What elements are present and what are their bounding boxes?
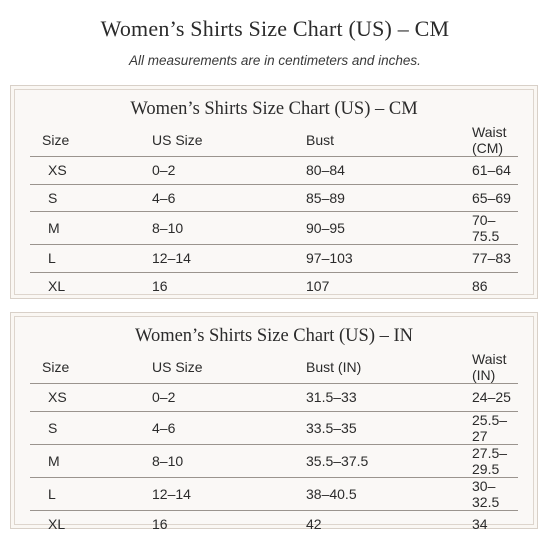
us-size-cell: 4–6 xyxy=(126,411,276,444)
table-row xyxy=(30,444,518,477)
table-row xyxy=(30,245,518,273)
us-size-cell: 8–10 xyxy=(126,212,276,245)
size-cell: L xyxy=(30,245,126,273)
size-cell: S xyxy=(30,184,126,212)
size-cell: XL xyxy=(48,277,66,294)
page-title: Women’s Shirts Size Chart (US) – CM xyxy=(100,16,450,41)
waist-cell: 77–83 xyxy=(438,245,518,273)
us-size-cell: 12–14 xyxy=(126,245,276,273)
waist-cell: 24–25 xyxy=(438,384,518,412)
bust-cell: 31.5–33 xyxy=(276,384,438,412)
table-row xyxy=(30,384,518,412)
size-cell: M xyxy=(30,444,126,477)
waist-cell: 34 xyxy=(472,515,488,532)
us-size-cell: 0–2 xyxy=(126,384,276,412)
table-row xyxy=(30,184,518,212)
bust-cell: 38–40.5 xyxy=(276,477,438,510)
column-header-bust: Bust (IN) xyxy=(276,351,438,384)
us-size-cell: 0–2 xyxy=(126,157,276,185)
size-cell: S xyxy=(30,411,126,444)
us-size-cell: 8–10 xyxy=(126,444,276,477)
waist-cell: 70–75.5 xyxy=(438,212,518,245)
size-chart-cm-frame xyxy=(14,89,534,295)
table-row xyxy=(30,411,518,444)
bust-cell: 80–84 xyxy=(276,157,438,185)
table-row xyxy=(30,157,518,185)
size-chart-cm-panel xyxy=(10,85,538,299)
size-cell: XS xyxy=(30,384,126,412)
column-header-waist: Waist (CM) xyxy=(438,124,518,157)
size-cell: XS xyxy=(30,157,126,185)
column-header-waist: Waist (IN) xyxy=(438,351,518,384)
bust-cell: 97–103 xyxy=(276,245,438,273)
size-chart-in-table xyxy=(30,351,518,537)
table-row xyxy=(30,510,518,537)
waist-cell: 65–69 xyxy=(438,184,518,212)
us-size-cell: 4–6 xyxy=(126,184,276,212)
column-header-bust: Bust xyxy=(276,124,438,157)
bust-cell: 90–95 xyxy=(276,212,438,245)
page-subtitle: All measurements are in centimeters and inches. xyxy=(129,53,421,68)
size-chart-in-title: Women’s Shirts Size Chart (US) – IN xyxy=(134,326,414,346)
us-size-cell: 12–14 xyxy=(126,477,276,510)
size-chart-cm-title: Women’s Shirts Size Chart (US) – CM xyxy=(130,99,418,119)
waist-cell: 27.5–29.5 xyxy=(438,444,518,477)
table-header-row xyxy=(30,351,518,384)
column-header-us-size: US Size xyxy=(126,124,276,157)
bust-cell: 107 xyxy=(306,277,330,294)
table-header-row xyxy=(30,124,518,157)
column-header-size: Size xyxy=(30,351,126,384)
us-size-cell: 16 xyxy=(152,277,168,294)
table-row xyxy=(30,477,518,510)
us-size-cell: 16 xyxy=(152,515,168,532)
size-cell: L xyxy=(30,477,126,510)
column-header-us-size: US Size xyxy=(126,351,276,384)
column-header-size: Size xyxy=(30,124,126,157)
size-chart-in-frame xyxy=(14,316,534,532)
bust-cell: 35.5–37.5 xyxy=(276,444,438,477)
table-row xyxy=(30,212,518,245)
size-chart-in-panel xyxy=(10,312,538,532)
size-cell: XL xyxy=(48,515,66,532)
waist-cell: 61–64 xyxy=(438,157,518,185)
bust-cell: 85–89 xyxy=(276,184,438,212)
bust-cell: 42 xyxy=(306,515,322,532)
waist-cell: 25.5–27 xyxy=(438,411,518,444)
size-cell: M xyxy=(30,212,126,245)
table-row xyxy=(30,272,518,299)
bust-cell: 33.5–35 xyxy=(276,411,438,444)
size-chart-cm-table xyxy=(30,124,518,299)
waist-cell: 86 xyxy=(472,277,488,294)
waist-cell: 30–32.5 xyxy=(438,477,518,510)
